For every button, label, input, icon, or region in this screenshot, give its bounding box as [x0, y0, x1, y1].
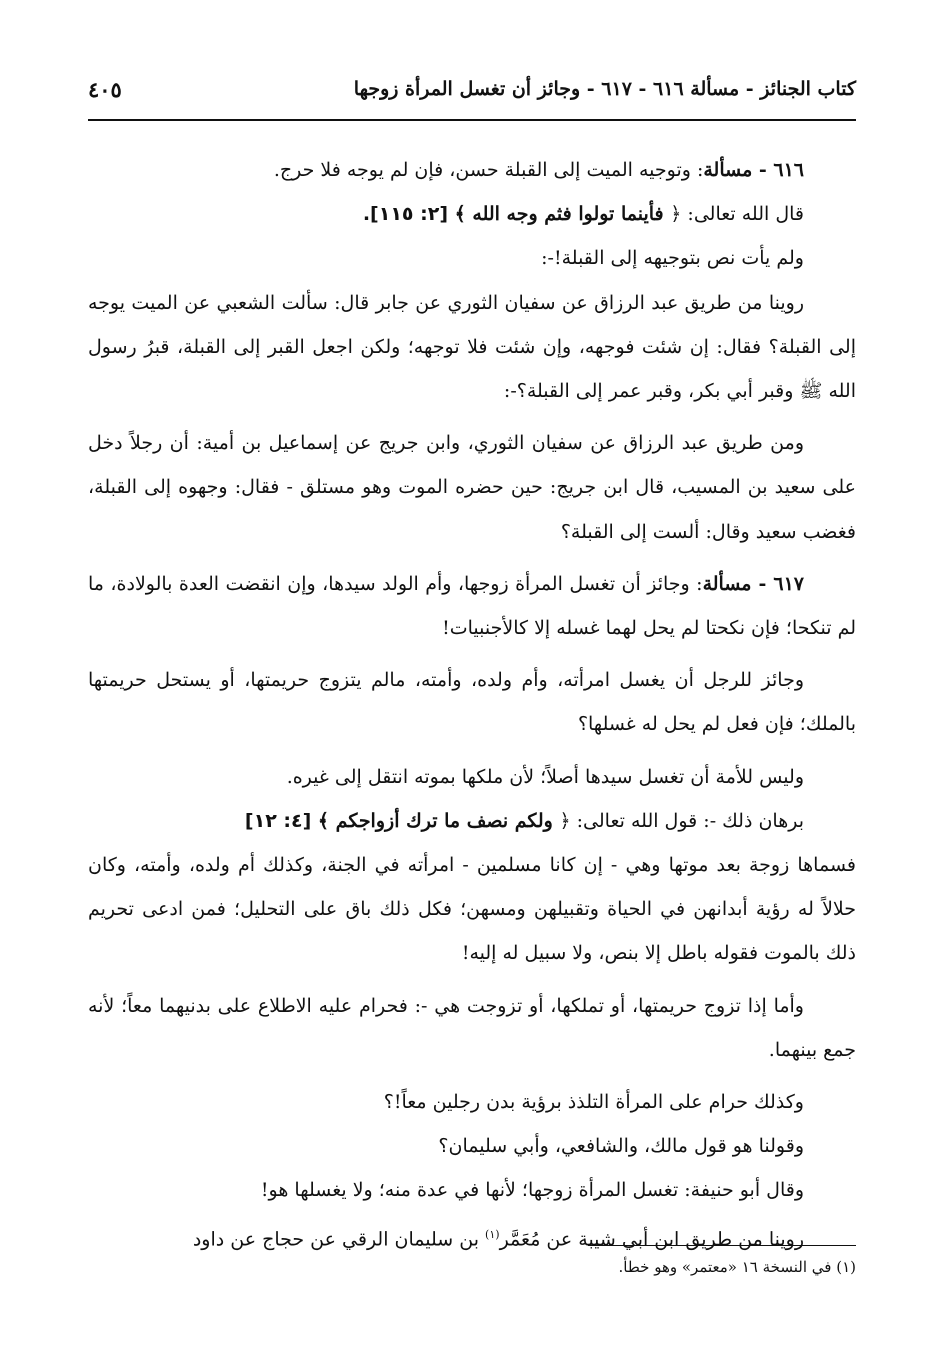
- paragraph: وقال أبو حنيفة: تغسل المرأة زوجها؛ لأنها في عدة منه؛ ولا يغسلها هو!: [260, 1179, 804, 1202]
- quran-verse: فأينما تولوا فثم وجه الله: [465, 203, 671, 226]
- header-rule: [88, 119, 856, 121]
- paragraph: ولم يأت نص بتوجيهه إلى القبلة!-:: [541, 247, 804, 270]
- footnote-rule: [588, 1245, 856, 1246]
- paragraph-issue-616: ٦١٦ - مسألة: وتوجيه الميت إلى القبلة حسن، فإن لم يوجه فلا حرج.: [273, 159, 804, 181]
- quran-verse: ولكم نصف ما ترك أزواجكم: [329, 809, 560, 832]
- paragraph: وليس للأمة أن تغسل سيدها أصلاً؛ لأن ملكها بموته انتقل إلى غيره.: [286, 765, 804, 788]
- footnote-marker: (١): [485, 1227, 500, 1241]
- issue-number: ٦١٦ - مسألة: [703, 159, 804, 181]
- main-text: [88, 148, 856, 1261]
- paragraph: وجائز للرجل أن يغسل امرأته، وأم ولده، وأمته، مالم يتزوج حريمتها، أو يستحل حريمتها بالملك؛ فإن فعل لم يحل له غسلها؟: [88, 669, 856, 736]
- footnote: (١) في النسخة ١٦ «معتمر» وهو خطأ.: [618, 1258, 856, 1276]
- page-header: [88, 70, 856, 108]
- paragraph: روينا من طريق عبد الرزاق عن سفيان الثوري عن جابر قال: سألت الشعبي عن الميت يوجه إلى القبلة؟ فقال: إن شئت فوجهه، وإن شئت فلا توجهه؛ ولكن اجعل القبر إلى القبلة، قبرُ رسول الله ﷺ وقبر أبي بكر، وقبر عمر إلى القبلة؟-:: [88, 291, 856, 403]
- paragraph-verse-2-115: قال الله تعالى: ﴿ فأينما تولوا فثم وجه الله ﴾ [٢: ١١٥].: [362, 203, 804, 226]
- paragraph: وأما إذا تزوج حريمتها، أو تملكها، أو تزوجت هي -: فحرام عليه الاطلاع على بدنيهما معاً؛ لأنه جمع بينهما.: [88, 994, 856, 1061]
- paragraph-issue-617: ٦١٧ - مسألة: وجائز أن تغسل المرأة زوجها، وأم الولد سيدها، وإن انقضت العدة بالولادة، ما لم تنكحا؛ فإن نكحتا لم يحل لهما غسله إلا كالأجنبيات!: [88, 572, 856, 640]
- paragraph: ومن طريق عبد الرزاق عن سفيان الثوري، وابن جريج عن إسماعيل بن أمية: أن رجلاً دخل على سعيد بن المسيب، قال ابن جريج: حين حضره الموت وهو مستلق - فقال: وجهوه إلى القبلة، فغضب سعيد وقال: ألست إلى القبلة؟: [88, 432, 856, 543]
- issue-number: ٦١٧ - مسألة: [702, 572, 805, 595]
- paragraph-verse-4-12: برهان ذلك -: قول الله تعالى: ﴿ ولكم نصف ما ترك أزواجكم ﴾ [٤: ١٢]: [244, 809, 804, 832]
- page-number: ٤٠٥: [88, 76, 122, 102]
- paragraph: وقولنا هو قول مالك، والشافعي، وأبي سليمان؟: [438, 1135, 804, 1158]
- paragraph: وكذلك حرام على المرأة التلذذ برؤية بدن رجلين معاً!؟: [383, 1091, 804, 1114]
- paragraph: فسماها زوجة بعد موتها وهي - إن كانا مسلمين - امرأته في الجنة، وكذلك أم ولده، وأمته، وكان حلالاً له رؤية أبدانهن في الحياة وتقبيلهن ومسهن؛ فكل ذلك باق على التحليل؛ فمن ادعى تحريم ذلك بالموت فقوله باطل إلا بنص، ولا سبيل له إليه!: [88, 854, 856, 965]
- running-title: كتاب الجنائز - مسألة ٦١٦ - ٦١٧ - وجائز أن تغسل المرأة زوجها: [353, 78, 856, 100]
- paragraph-with-footnote: روينا من طريق ابن أبي شيبة عن مُعَمَّر$^{(١)}$ بن سليمان الرقي عن حجاج عن داود: [192, 1227, 804, 1250]
